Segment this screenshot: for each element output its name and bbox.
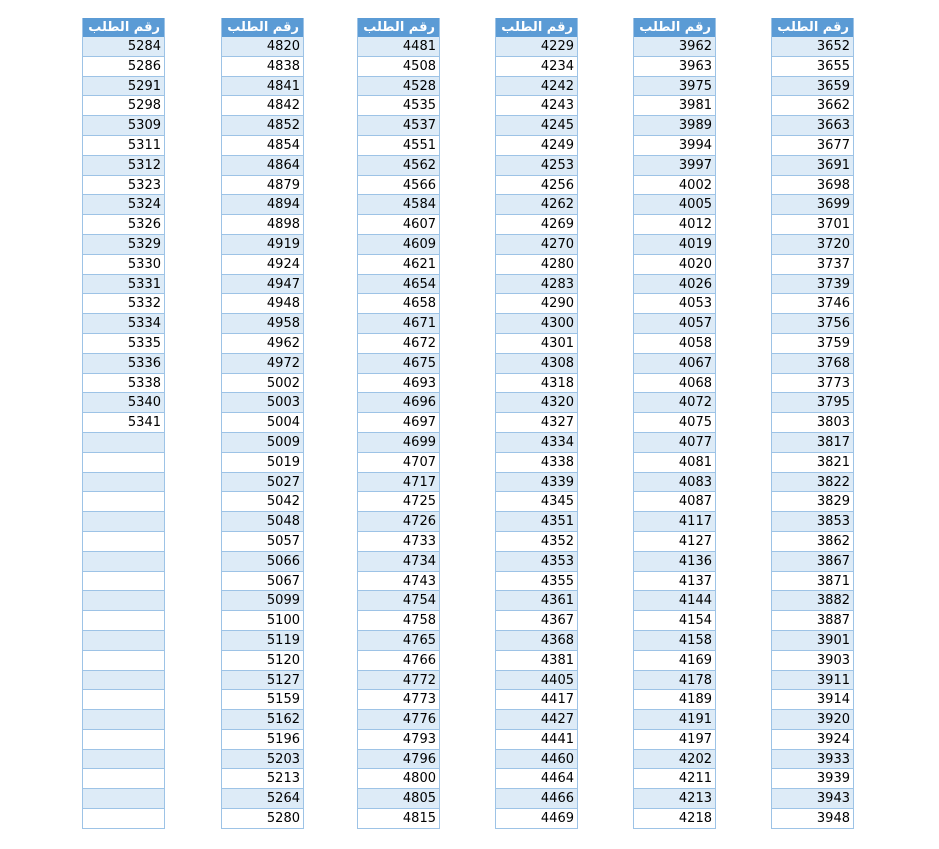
order-number-cell[interactable] <box>82 809 165 829</box>
order-number-cell[interactable]: 4158 <box>633 631 716 651</box>
order-number-cell[interactable]: 3739 <box>771 275 854 295</box>
order-number-cell[interactable]: 3962 <box>633 37 716 57</box>
order-number-cell[interactable]: 5331 <box>82 275 165 295</box>
order-number-cell[interactable]: 5159 <box>221 690 304 710</box>
order-number-cell[interactable]: 4621 <box>357 255 440 275</box>
order-number-cell[interactable]: 4427 <box>495 710 578 730</box>
order-number-cell[interactable]: 4815 <box>357 809 440 829</box>
order-number-cell[interactable]: 5332 <box>82 294 165 314</box>
order-number-cell[interactable]: 4154 <box>633 611 716 631</box>
order-number-cell[interactable]: 5003 <box>221 393 304 413</box>
order-number-cell[interactable]: 5330 <box>82 255 165 275</box>
order-number-cell[interactable]: 4189 <box>633 690 716 710</box>
order-number-cell[interactable]: 3867 <box>771 552 854 572</box>
order-number-cell[interactable]: 4213 <box>633 789 716 809</box>
order-number-cell[interactable]: 4327 <box>495 413 578 433</box>
order-number-cell[interactable]: 5066 <box>221 552 304 572</box>
order-number-cell[interactable]: 4508 <box>357 57 440 77</box>
order-number-cell[interactable]: 4842 <box>221 96 304 116</box>
order-number-cell[interactable]: 4308 <box>495 354 578 374</box>
order-number-cell[interactable]: 5264 <box>221 789 304 809</box>
order-number-cell[interactable]: 3903 <box>771 651 854 671</box>
order-number-cell[interactable]: 4345 <box>495 492 578 512</box>
order-number-cell[interactable]: 4229 <box>495 37 578 57</box>
order-number-cell[interactable]: 3691 <box>771 156 854 176</box>
order-number-cell[interactable]: 5067 <box>221 572 304 592</box>
order-number-cell[interactable]: 4707 <box>357 453 440 473</box>
order-number-cell[interactable]: 4144 <box>633 591 716 611</box>
order-number-cell[interactable]: 4898 <box>221 215 304 235</box>
order-number-cell[interactable]: 4584 <box>357 195 440 215</box>
order-number-cell[interactable]: 5027 <box>221 473 304 493</box>
order-number-cell[interactable]: 4083 <box>633 473 716 493</box>
order-number-cell[interactable]: 4535 <box>357 96 440 116</box>
order-number-cell[interactable] <box>82 572 165 592</box>
order-number-cell[interactable]: 4334 <box>495 433 578 453</box>
order-number-cell[interactable]: 5213 <box>221 769 304 789</box>
order-number-cell[interactable]: 4894 <box>221 195 304 215</box>
order-number-cell[interactable]: 4919 <box>221 235 304 255</box>
order-number-cell[interactable]: 3655 <box>771 57 854 77</box>
order-number-cell[interactable]: 3943 <box>771 789 854 809</box>
order-number-cell[interactable]: 4280 <box>495 255 578 275</box>
order-number-cell[interactable]: 3759 <box>771 334 854 354</box>
order-number-cell[interactable]: 4551 <box>357 136 440 156</box>
order-number-cell[interactable]: 4805 <box>357 789 440 809</box>
order-number-cell[interactable]: 5340 <box>82 393 165 413</box>
order-number-cell[interactable]: 3911 <box>771 671 854 691</box>
order-number-cell[interactable]: 3853 <box>771 512 854 532</box>
order-number-cell[interactable]: 4290 <box>495 294 578 314</box>
order-number-cell[interactable]: 4178 <box>633 671 716 691</box>
order-number-cell[interactable]: 4002 <box>633 176 716 196</box>
order-number-cell[interactable]: 5284 <box>82 37 165 57</box>
order-number-cell[interactable]: 3677 <box>771 136 854 156</box>
order-number-cell[interactable] <box>82 512 165 532</box>
order-number-cell[interactable] <box>82 730 165 750</box>
order-number-cell[interactable]: 3882 <box>771 591 854 611</box>
order-number-cell[interactable]: 4773 <box>357 690 440 710</box>
order-number-cell[interactable] <box>82 651 165 671</box>
order-number-cell[interactable]: 4243 <box>495 96 578 116</box>
order-number-cell[interactable]: 5336 <box>82 354 165 374</box>
order-number-cell[interactable]: 4405 <box>495 671 578 691</box>
order-number-cell[interactable]: 3981 <box>633 96 716 116</box>
order-number-column-3 <box>495 18 578 829</box>
order-number-cell[interactable]: 4726 <box>357 512 440 532</box>
order-number-cell[interactable]: 3821 <box>771 453 854 473</box>
order-number-cell[interactable]: 4460 <box>495 750 578 770</box>
order-number-cell[interactable]: 4137 <box>633 572 716 592</box>
order-number-cell[interactable]: 4481 <box>357 37 440 57</box>
order-number-cell[interactable]: 5099 <box>221 591 304 611</box>
order-number-cell[interactable]: 4528 <box>357 77 440 97</box>
order-number-cell[interactable]: 3795 <box>771 393 854 413</box>
order-number-cell[interactable] <box>82 492 165 512</box>
order-number-cell[interactable]: 3933 <box>771 750 854 770</box>
order-number-cell[interactable]: 5311 <box>82 136 165 156</box>
order-number-cell[interactable]: 4020 <box>633 255 716 275</box>
order-number-cell[interactable]: 4924 <box>221 255 304 275</box>
order-number-cell[interactable]: 5119 <box>221 631 304 651</box>
order-number-cell[interactable]: 3822 <box>771 473 854 493</box>
order-number-cell[interactable]: 3699 <box>771 195 854 215</box>
order-number-cell[interactable]: 5042 <box>221 492 304 512</box>
order-number-cell[interactable]: 5120 <box>221 651 304 671</box>
order-number-cell[interactable]: 3924 <box>771 730 854 750</box>
order-number-cell[interactable]: 5338 <box>82 374 165 394</box>
order-number-cell[interactable]: 4068 <box>633 374 716 394</box>
order-number-cell[interactable]: 4672 <box>357 334 440 354</box>
order-number-cell[interactable]: 4675 <box>357 354 440 374</box>
order-number-cell[interactable]: 4800 <box>357 769 440 789</box>
order-number-cell[interactable]: 3701 <box>771 215 854 235</box>
order-number-cell[interactable]: 4352 <box>495 532 578 552</box>
order-number-cell[interactable]: 3989 <box>633 116 716 136</box>
order-number-cell[interactable]: 3803 <box>771 413 854 433</box>
order-number-cell[interactable]: 5162 <box>221 710 304 730</box>
order-number-cell[interactable]: 5335 <box>82 334 165 354</box>
order-number-cell[interactable]: 4609 <box>357 235 440 255</box>
order-number-cell[interactable]: 4693 <box>357 374 440 394</box>
order-number-cell[interactable]: 4696 <box>357 393 440 413</box>
column-header[interactable]: رقم الطلب <box>221 18 304 37</box>
order-number-cell[interactable]: 4469 <box>495 809 578 829</box>
order-number-cell[interactable]: 4081 <box>633 453 716 473</box>
order-number-cell[interactable]: 4361 <box>495 591 578 611</box>
order-number-cell[interactable]: 4367 <box>495 611 578 631</box>
order-number-cell[interactable] <box>82 532 165 552</box>
order-number-cell[interactable]: 4972 <box>221 354 304 374</box>
order-number-cell[interactable] <box>82 611 165 631</box>
order-number-cell[interactable]: 4283 <box>495 275 578 295</box>
order-number-cell[interactable]: 5309 <box>82 116 165 136</box>
order-number-cell[interactable]: 4948 <box>221 294 304 314</box>
order-number-cell[interactable]: 5100 <box>221 611 304 631</box>
order-number-cell[interactable]: 4012 <box>633 215 716 235</box>
order-number-cell[interactable]: 4072 <box>633 393 716 413</box>
order-number-cell[interactable]: 5341 <box>82 413 165 433</box>
order-number-cell[interactable]: 3997 <box>633 156 716 176</box>
order-number-cell[interactable]: 5286 <box>82 57 165 77</box>
order-number-cell[interactable]: 5057 <box>221 532 304 552</box>
order-number-cell[interactable]: 4053 <box>633 294 716 314</box>
order-number-cell[interactable]: 4820 <box>221 37 304 57</box>
order-number-cell[interactable]: 5009 <box>221 433 304 453</box>
order-number-cell[interactable]: 4743 <box>357 572 440 592</box>
order-number-cell[interactable]: 4671 <box>357 314 440 334</box>
order-number-cell[interactable]: 4320 <box>495 393 578 413</box>
order-number-cell[interactable]: 4262 <box>495 195 578 215</box>
order-number-cell[interactable]: 3698 <box>771 176 854 196</box>
order-number-cell[interactable]: 5291 <box>82 77 165 97</box>
order-number-cell[interactable]: 4169 <box>633 651 716 671</box>
order-number-cell[interactable]: 4353 <box>495 552 578 572</box>
order-number-column-1 <box>771 18 854 829</box>
order-number-cell[interactable]: 5324 <box>82 195 165 215</box>
order-number-cell[interactable]: 4218 <box>633 809 716 829</box>
order-number-cell[interactable] <box>82 591 165 611</box>
order-number-cell[interactable]: 5203 <box>221 750 304 770</box>
order-number-cell[interactable]: 4256 <box>495 176 578 196</box>
order-number-cell[interactable]: 4607 <box>357 215 440 235</box>
order-number-cell[interactable]: 3746 <box>771 294 854 314</box>
order-number-cell[interactable]: 4734 <box>357 552 440 572</box>
order-number-cell[interactable]: 5329 <box>82 235 165 255</box>
order-number-cell[interactable]: 4301 <box>495 334 578 354</box>
order-number-cell[interactable]: 5127 <box>221 671 304 691</box>
order-number-cell[interactable]: 4766 <box>357 651 440 671</box>
order-number-cell[interactable]: 5312 <box>82 156 165 176</box>
order-number-cell[interactable]: 4725 <box>357 492 440 512</box>
order-number-cell[interactable]: 5019 <box>221 453 304 473</box>
order-number-cell[interactable]: 4197 <box>633 730 716 750</box>
order-number-cell[interactable]: 4339 <box>495 473 578 493</box>
order-number-cell[interactable]: 3817 <box>771 433 854 453</box>
order-number-cell[interactable]: 5326 <box>82 215 165 235</box>
order-number-cell[interactable]: 4077 <box>633 433 716 453</box>
order-number-cell[interactable]: 4191 <box>633 710 716 730</box>
order-number-cell[interactable]: 4117 <box>633 512 716 532</box>
order-number-cell[interactable]: 4245 <box>495 116 578 136</box>
order-number-cell[interactable]: 4355 <box>495 572 578 592</box>
order-number-cell[interactable]: 4067 <box>633 354 716 374</box>
order-number-cell[interactable]: 4211 <box>633 769 716 789</box>
order-number-cell[interactable]: 4300 <box>495 314 578 334</box>
order-number-cell[interactable] <box>82 552 165 572</box>
order-number-cell[interactable] <box>82 690 165 710</box>
column-header[interactable]: رقم الطلب <box>633 18 716 37</box>
order-number-column-2 <box>633 18 716 829</box>
order-number-cell[interactable]: 4242 <box>495 77 578 97</box>
order-number-cell[interactable]: 4253 <box>495 156 578 176</box>
order-number-cell[interactable]: 4087 <box>633 492 716 512</box>
order-number-cell[interactable] <box>82 453 165 473</box>
order-number-cell[interactable]: 4958 <box>221 314 304 334</box>
order-number-cell[interactable]: 3871 <box>771 572 854 592</box>
order-number-cell[interactable]: 4127 <box>633 532 716 552</box>
order-number-cell[interactable]: 5298 <box>82 96 165 116</box>
order-number-cell[interactable]: 4852 <box>221 116 304 136</box>
order-number-cell[interactable]: 5196 <box>221 730 304 750</box>
order-number-cell[interactable]: 4776 <box>357 710 440 730</box>
order-number-cell[interactable]: 4717 <box>357 473 440 493</box>
order-number-cell[interactable] <box>82 750 165 770</box>
order-number-cell[interactable]: 4368 <box>495 631 578 651</box>
order-number-cell[interactable]: 4075 <box>633 413 716 433</box>
order-number-cell[interactable]: 3994 <box>633 136 716 156</box>
order-number-cell[interactable]: 4772 <box>357 671 440 691</box>
order-number-cell[interactable] <box>82 631 165 651</box>
order-number-cell[interactable] <box>82 433 165 453</box>
order-number-cell[interactable]: 3829 <box>771 492 854 512</box>
order-number-cell[interactable]: 3963 <box>633 57 716 77</box>
column-header[interactable]: رقم الطلب <box>771 18 854 37</box>
order-number-cell[interactable]: 4699 <box>357 433 440 453</box>
order-number-cell[interactable]: 4754 <box>357 591 440 611</box>
order-number-cell[interactable]: 4381 <box>495 651 578 671</box>
order-number-cell[interactable]: 4318 <box>495 374 578 394</box>
order-number-cell[interactable]: 4838 <box>221 57 304 77</box>
order-number-cell[interactable]: 3768 <box>771 354 854 374</box>
order-number-cell[interactable]: 3737 <box>771 255 854 275</box>
order-number-cell[interactable]: 4962 <box>221 334 304 354</box>
order-number-cell[interactable]: 4537 <box>357 116 440 136</box>
order-number-cell[interactable]: 4796 <box>357 750 440 770</box>
order-number-cell[interactable]: 3663 <box>771 116 854 136</box>
column-header[interactable]: رقم الطلب <box>357 18 440 37</box>
order-number-column-6 <box>82 18 165 829</box>
order-number-cell[interactable]: 5004 <box>221 413 304 433</box>
order-number-cell[interactable]: 4793 <box>357 730 440 750</box>
order-number-cell[interactable]: 4765 <box>357 631 440 651</box>
column-header[interactable]: رقم الطلب <box>495 18 578 37</box>
order-number-cell[interactable]: 4466 <box>495 789 578 809</box>
order-number-cell[interactable] <box>82 769 165 789</box>
order-number-cell[interactable]: 5323 <box>82 176 165 196</box>
order-number-cell[interactable]: 4338 <box>495 453 578 473</box>
order-number-cell[interactable]: 4758 <box>357 611 440 631</box>
order-number-cell[interactable]: 4249 <box>495 136 578 156</box>
order-number-cell[interactable]: 4658 <box>357 294 440 314</box>
order-number-cell[interactable] <box>82 671 165 691</box>
order-number-cell[interactable]: 3914 <box>771 690 854 710</box>
order-number-cell[interactable]: 4269 <box>495 215 578 235</box>
order-number-cell[interactable]: 3659 <box>771 77 854 97</box>
order-number-cell[interactable]: 4841 <box>221 77 304 97</box>
order-number-column-5 <box>221 18 304 829</box>
order-number-cell[interactable]: 3920 <box>771 710 854 730</box>
order-number-cell[interactable]: 4562 <box>357 156 440 176</box>
order-number-column-4 <box>357 18 440 829</box>
order-number-cell[interactable]: 4019 <box>633 235 716 255</box>
order-number-cell[interactable]: 4464 <box>495 769 578 789</box>
order-number-cell[interactable]: 4864 <box>221 156 304 176</box>
order-number-cell[interactable]: 4854 <box>221 136 304 156</box>
order-number-cell[interactable]: 4351 <box>495 512 578 532</box>
order-number-cell[interactable]: 4441 <box>495 730 578 750</box>
order-number-cell[interactable]: 4202 <box>633 750 716 770</box>
order-number-cell[interactable]: 5048 <box>221 512 304 532</box>
order-number-cell[interactable]: 3887 <box>771 611 854 631</box>
order-number-cell[interactable]: 4270 <box>495 235 578 255</box>
order-number-cell[interactable] <box>82 710 165 730</box>
order-number-cell[interactable]: 4566 <box>357 176 440 196</box>
order-number-cell[interactable]: 3662 <box>771 96 854 116</box>
order-number-cell[interactable]: 3720 <box>771 235 854 255</box>
order-number-cell[interactable]: 4879 <box>221 176 304 196</box>
order-number-cell[interactable]: 4058 <box>633 334 716 354</box>
order-number-cell[interactable]: 4697 <box>357 413 440 433</box>
order-number-cell[interactable]: 3975 <box>633 77 716 97</box>
order-number-cell[interactable]: 4234 <box>495 57 578 77</box>
order-number-cell[interactable]: 3756 <box>771 314 854 334</box>
order-number-cell[interactable]: 4136 <box>633 552 716 572</box>
order-number-cell[interactable]: 3862 <box>771 532 854 552</box>
order-number-cell[interactable]: 3901 <box>771 631 854 651</box>
order-number-cell[interactable]: 4654 <box>357 275 440 295</box>
order-number-cell[interactable]: 4057 <box>633 314 716 334</box>
order-number-cell[interactable]: 4026 <box>633 275 716 295</box>
order-number-cell[interactable]: 4417 <box>495 690 578 710</box>
column-header[interactable]: رقم الطلب <box>82 18 165 37</box>
order-number-cell[interactable]: 3652 <box>771 37 854 57</box>
order-number-cell[interactable]: 4005 <box>633 195 716 215</box>
order-number-cell[interactable]: 3773 <box>771 374 854 394</box>
order-number-cell[interactable]: 3939 <box>771 769 854 789</box>
order-number-cell[interactable]: 5334 <box>82 314 165 334</box>
order-number-cell[interactable]: 3948 <box>771 809 854 829</box>
order-number-cell[interactable] <box>82 789 165 809</box>
order-number-cell[interactable]: 5002 <box>221 374 304 394</box>
order-number-cell[interactable]: 5280 <box>221 809 304 829</box>
order-number-cell[interactable]: 4947 <box>221 275 304 295</box>
order-number-cell[interactable] <box>82 473 165 493</box>
order-number-cell[interactable]: 4733 <box>357 532 440 552</box>
